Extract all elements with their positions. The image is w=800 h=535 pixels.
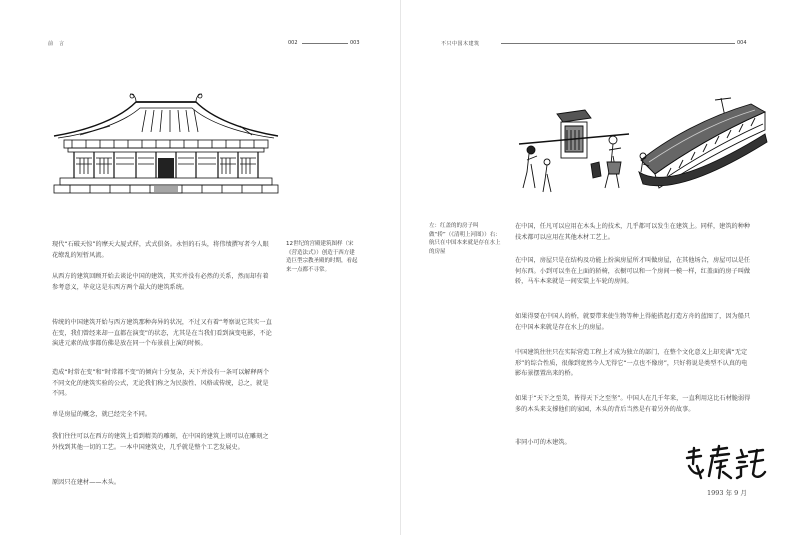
right-running-head: 不只中国木建筑 — [441, 41, 480, 47]
left-paragraph-4: 造成“时常在变”和“时常都不变”的倾向十分复杂，天下并没有一条可以解释两个不同文化的建筑实验的公式，无论我们称之为民族性、风格或传统，总之，就是不同。 — [52, 369, 270, 397]
left-side-note: 12世纪的宫殿建筑图样（宋《营造法式》）创造于西方建造巨型宗教圣殿的时期，看起来一点都不寻常。 — [286, 241, 358, 273]
right-paragraph-3: 如果得要在中国人的桥，就要带来使生物等种上得能搭起打造方舟的蓝图了，因为船只在中国本来就是存在水上的房屋。 — [515, 313, 751, 331]
left-paragraph-1: 现代“石破天惊”的摩天大厦式样，式式俱备。永恒的石头，将伟绩撰写者令人眼花缭乱的短暂风流。 — [52, 241, 269, 259]
right-paragraph-2: 在中国，房屋只是在结构及功能上扮演房屋所才叫做房屋，在其他场合，房屋可以是任何东西。小到可以坐在上面的轿椅，衣橱可以和一个房间一模一样，红盖面的房子叫做轿，马车本来就是一间安装上车轮的房间。 — [515, 257, 751, 285]
right-page — [400, 0, 800, 535]
left-paragraph-6: 我们往往可以在西方的建筑上看到精美的雕刻，在中国的建筑上则可以在雕刻之外找到其他一切的工艺。一本中国建筑史，几乎就是整个工艺发展史。 — [52, 433, 269, 451]
right-paragraph-5: 如果于“天下之至美，皆得天下之至坚”。中国人在几千年来，一直利用这比石材脆弱得多的木头来支撑他们的家园，木头的背后当然是有着另外的故事。 — [515, 395, 751, 413]
author-signature — [683, 444, 767, 482]
left-header-rule — [302, 43, 348, 44]
sedan-chair-illustration — [517, 104, 633, 196]
right-page-number: 004 — [737, 40, 747, 46]
left-page-number-start: 002 — [288, 40, 298, 46]
palace-illustration — [50, 88, 282, 200]
right-paragraph-1: 在中国，任凡可以应用在木头上的技术，几乎都可以发生在建筑上。同样，建筑的种种技术都可以应用在其他木材工艺上。 — [515, 223, 751, 241]
right-paragraph-4: 中国建筑往往只在实际营造工程上才成为独立的部门，在整个文化意义上却充满“无定形”的综合性质，很像到宽然今人无得它“一点也不像房”，只好将说是类型不认真的电影布景摆置出来的桥。 — [515, 349, 748, 377]
left-paragraph-5: 单是房屋的概念，就已经完全不同。 — [52, 411, 151, 418]
houseboat-illustration — [633, 96, 769, 192]
right-header-rule — [501, 43, 735, 44]
left-paragraph-7: 原因只在建材——木头。 — [52, 479, 121, 486]
left-running-head: 前 言 — [48, 41, 65, 47]
right-paragraph-6: 非同小可的木建筑。 — [515, 439, 571, 446]
preface-date: 1993 年 9 月 — [707, 489, 747, 497]
right-caption: 左：红盖的的房子叫做“轿”（《清明上河图》）右：航只在中国本来就是存在水上的房屋 — [429, 223, 501, 255]
left-paragraph-3: 传统的中国建筑开始与西方建筑那种奔异的状况，不过又有着“考察说它其实一直在变，我们曾经来却一直都在演变”的状态，尤其是在当我们看到演变电影，不论演进元素的故事都仿佛是放在同一个布景前上演的时候。 — [52, 319, 272, 347]
left-page-number-end: 003 — [350, 40, 360, 46]
left-paragraph-2: 从西方的建筑回顾开始去谈论中国的建筑，其实并没有必然的关系，然而却有着参考意义，毕竟这是东西方两个最大的建筑系统。 — [52, 273, 269, 291]
